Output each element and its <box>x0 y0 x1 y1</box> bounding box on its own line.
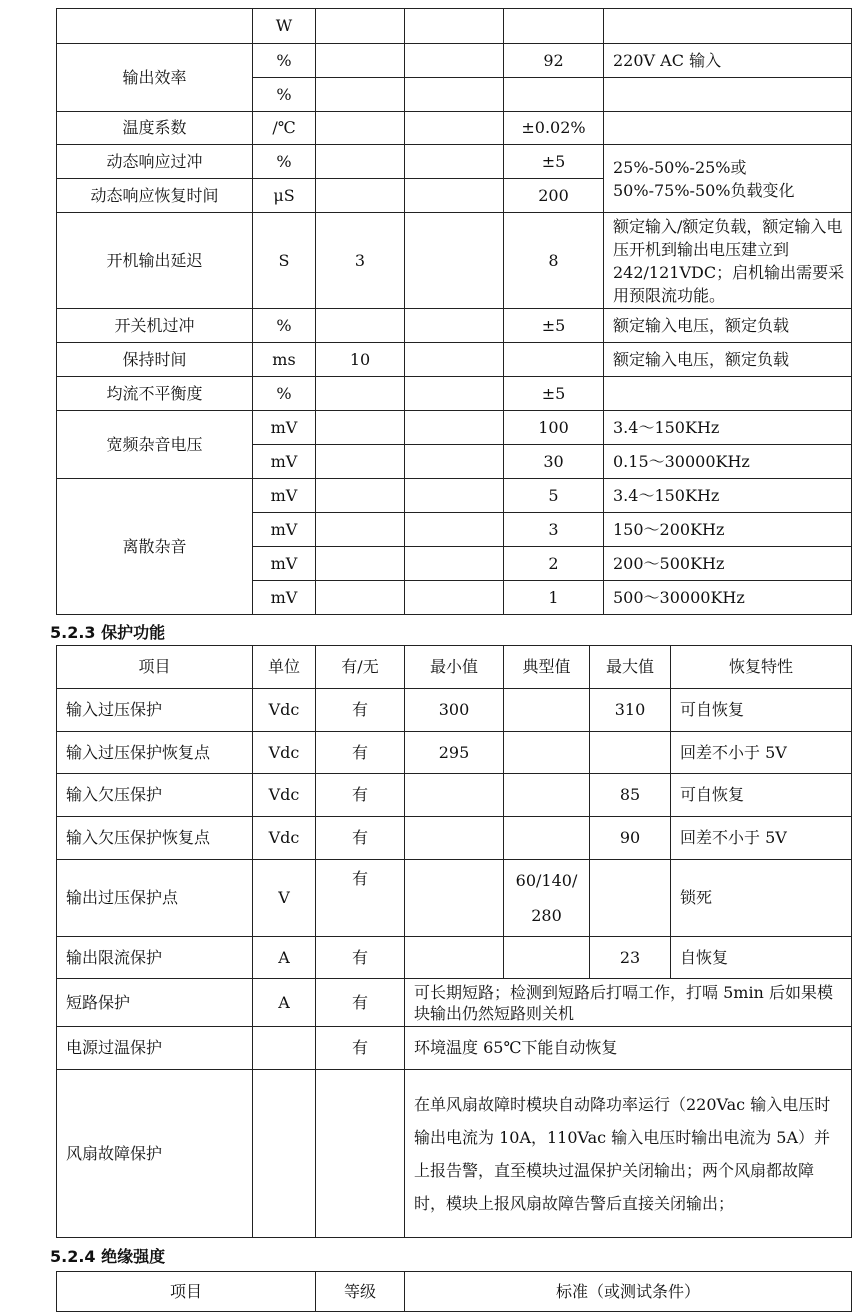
desc-cell: 可长期短路；检测到短路后打嗝工作，打嗝 5min 后如果模块输出仍然短路则关机 <box>405 979 852 1027</box>
section-heading-protection: 5.2.3 保护功能 <box>50 623 166 642</box>
recovery-cell: 自恢复 <box>671 937 852 979</box>
table-row <box>57 309 852 343</box>
output-spec-table <box>56 8 852 615</box>
table-row <box>57 9 852 44</box>
typ-cell <box>405 411 504 445</box>
note-cell: 额定输入/额定负载，额定输入电压开机到输出电压建立到 242/121VDC；启机输出需要采用预限流功能。 <box>604 213 852 309</box>
table-row <box>57 979 852 1027</box>
min-cell: 295 <box>405 732 504 774</box>
table-header-row <box>57 646 852 689</box>
item-cell: 输入过压保护恢复点 <box>57 732 253 774</box>
item-cell: 离散杂音 <box>57 479 253 615</box>
max-cell: 23 <box>590 937 671 979</box>
unit-cell: Vdc <box>253 817 316 860</box>
header-level: 等级 <box>316 1272 405 1312</box>
unit-cell: A <box>253 937 316 979</box>
note-cell: 额定输入电压，额定负载 <box>604 343 852 377</box>
recovery-cell: 锁死 <box>671 860 852 937</box>
min-cell <box>316 479 405 513</box>
header-standard: 标准（或测试条件） <box>405 1272 852 1312</box>
item-cell: 开关机过冲 <box>57 309 253 343</box>
table-row <box>57 145 852 179</box>
item-cell: 输入过压保护 <box>57 689 253 732</box>
item-cell <box>57 9 253 44</box>
unit-cell: mV <box>253 581 316 615</box>
has-cell: 有 <box>316 774 405 817</box>
unit-cell <box>253 1070 316 1238</box>
item-cell: 宽频杂音电压 <box>57 411 253 479</box>
unit-cell: Vdc <box>253 732 316 774</box>
item-cell: 输入欠压保护 <box>57 774 253 817</box>
table-row <box>57 860 852 937</box>
desc-cell: 在单风扇故障时模块自动降功率运行（220Vac 输入电压时输出电流为 10A，110Vac 输入电压时输出电流为 5A）并上报告警，直至模块过温保护关闭输出；两个风扇都故障时，模块上报风扇故障告警后直接关闭输出； <box>405 1070 852 1238</box>
max-cell: 8 <box>504 213 604 309</box>
typ-cell: 60/140/ 280 <box>504 860 590 937</box>
table-row <box>57 774 852 817</box>
table-row <box>57 937 852 979</box>
item-cell: 输出效率 <box>57 44 253 112</box>
unit-cell: % <box>253 377 316 411</box>
typ-cell <box>504 732 590 774</box>
table-row <box>57 411 852 445</box>
note-cell: 3.4～150KHz <box>604 479 852 513</box>
note-cell: 0.15～30000KHz <box>604 445 852 479</box>
typ-cell <box>504 774 590 817</box>
note-cell: 500～30000KHz <box>604 581 852 615</box>
has-cell: 有 <box>316 937 405 979</box>
typ-cell <box>405 513 504 547</box>
unit-cell <box>253 1027 316 1070</box>
note-cell <box>604 112 852 145</box>
min-cell <box>316 309 405 343</box>
typ-cell <box>405 78 504 112</box>
max-cell: 310 <box>590 689 671 732</box>
typ-cell <box>405 581 504 615</box>
typ-cell <box>405 9 504 44</box>
section-heading-insulation: 5.2.4 绝缘强度 <box>50 1247 166 1266</box>
note-cell <box>604 377 852 411</box>
typ-cell <box>405 343 504 377</box>
max-cell: 92 <box>504 44 604 78</box>
min-cell <box>316 513 405 547</box>
recovery-cell: 回差不小于 5V <box>671 817 852 860</box>
min-cell <box>405 937 504 979</box>
max-cell: 100 <box>504 411 604 445</box>
unit-cell: V <box>253 860 316 937</box>
min-cell <box>316 44 405 78</box>
typ-cell <box>504 689 590 732</box>
item-cell: 动态响应恢复时间 <box>57 179 253 213</box>
typ-cell <box>405 213 504 309</box>
max-cell: 3 <box>504 513 604 547</box>
typ-cell <box>405 112 504 145</box>
min-cell <box>316 377 405 411</box>
unit-cell: Vdc <box>253 774 316 817</box>
unit-cell: % <box>253 309 316 343</box>
has-cell: 有 <box>316 689 405 732</box>
min-cell <box>316 145 405 179</box>
note-cell: 150～200KHz <box>604 513 852 547</box>
item-cell: 输出过压保护点 <box>57 860 253 937</box>
max-cell: 30 <box>504 445 604 479</box>
table-row <box>57 1027 852 1070</box>
min-cell <box>316 112 405 145</box>
table-row <box>57 817 852 860</box>
max-cell: 200 <box>504 179 604 213</box>
note-cell: 额定输入电压，额定负载 <box>604 309 852 343</box>
max-cell <box>590 860 671 937</box>
item-cell: 开机输出延迟 <box>57 213 253 309</box>
table-row <box>57 377 852 411</box>
unit-cell: W <box>253 9 316 44</box>
max-cell <box>504 9 604 44</box>
typ-cell <box>405 377 504 411</box>
has-cell: 有 <box>316 1027 405 1070</box>
note-cell <box>604 9 852 44</box>
min-cell <box>405 774 504 817</box>
note-cell: 200～500KHz <box>604 547 852 581</box>
max-cell: ±0.02% <box>504 112 604 145</box>
min-cell: 10 <box>316 343 405 377</box>
max-cell: 2 <box>504 547 604 581</box>
item-cell: 电源过温保护 <box>57 1027 253 1070</box>
min-cell: 3 <box>316 213 405 309</box>
note-cell: 220V AC 输入 <box>604 44 852 78</box>
unit-cell: mV <box>253 513 316 547</box>
unit-cell: % <box>253 44 316 78</box>
table-header-row <box>57 1272 852 1312</box>
typ-cell <box>405 145 504 179</box>
recovery-cell: 回差不小于 5V <box>671 732 852 774</box>
item-cell: 短路保护 <box>57 979 253 1027</box>
min-cell: 300 <box>405 689 504 732</box>
header-recovery: 恢复特性 <box>671 646 852 689</box>
unit-cell: ms <box>253 343 316 377</box>
min-cell <box>316 9 405 44</box>
item-cell: 动态响应过冲 <box>57 145 253 179</box>
table-row <box>57 213 852 309</box>
min-cell <box>316 411 405 445</box>
max-cell: 5 <box>504 479 604 513</box>
recovery-cell: 可自恢复 <box>671 689 852 732</box>
unit-cell: μS <box>253 179 316 213</box>
typ-cell <box>405 547 504 581</box>
max-cell: 90 <box>590 817 671 860</box>
max-cell <box>590 732 671 774</box>
unit-cell: S <box>253 213 316 309</box>
header-min: 最小值 <box>405 646 504 689</box>
has-cell: 有 <box>316 732 405 774</box>
typ-cell <box>504 817 590 860</box>
unit-cell: % <box>253 78 316 112</box>
unit-cell: mV <box>253 547 316 581</box>
table-row <box>57 44 852 78</box>
unit-cell: mV <box>253 411 316 445</box>
unit-cell: mV <box>253 445 316 479</box>
min-cell <box>405 860 504 937</box>
unit-cell: Vdc <box>253 689 316 732</box>
note-cell: 25%-50%-25%或 50%-75%-50%负载变化 <box>604 145 852 213</box>
table-row <box>57 689 852 732</box>
max-cell <box>504 78 604 112</box>
item-cell: 保持时间 <box>57 343 253 377</box>
table-row <box>57 1070 852 1238</box>
typ-cell <box>504 937 590 979</box>
item-cell: 均流不平衡度 <box>57 377 253 411</box>
header-unit: 单位 <box>253 646 316 689</box>
max-cell <box>504 343 604 377</box>
unit-cell: /℃ <box>253 112 316 145</box>
typ-cell <box>405 44 504 78</box>
min-cell <box>316 445 405 479</box>
header-item: 项目 <box>57 1272 316 1312</box>
item-cell: 风扇故障保护 <box>57 1070 253 1238</box>
has-cell: 有 <box>316 860 405 937</box>
min-cell <box>316 581 405 615</box>
has-cell: 有 <box>316 817 405 860</box>
max-cell: 85 <box>590 774 671 817</box>
typ-cell <box>405 479 504 513</box>
max-cell: ±5 <box>504 377 604 411</box>
note-cell <box>604 78 852 112</box>
table-row <box>57 112 852 145</box>
table-row <box>57 479 852 513</box>
item-cell: 输入欠压保护恢复点 <box>57 817 253 860</box>
max-cell: 1 <box>504 581 604 615</box>
max-cell: ±5 <box>504 145 604 179</box>
header-has: 有/无 <box>316 646 405 689</box>
desc-cell: 环境温度 65℃下能自动恢复 <box>405 1027 852 1070</box>
header-typ: 典型值 <box>504 646 590 689</box>
unit-cell: mV <box>253 479 316 513</box>
note-cell: 3.4～150KHz <box>604 411 852 445</box>
recovery-cell: 可自恢复 <box>671 774 852 817</box>
unit-cell: % <box>253 145 316 179</box>
header-item: 项目 <box>57 646 253 689</box>
has-cell: 有 <box>316 979 405 1027</box>
item-cell: 温度系数 <box>57 112 253 145</box>
protection-table <box>56 645 852 1238</box>
typ-cell <box>405 309 504 343</box>
insulation-table <box>56 1271 852 1312</box>
table-row <box>57 732 852 774</box>
min-cell <box>316 547 405 581</box>
min-cell <box>316 78 405 112</box>
max-cell: ±5 <box>504 309 604 343</box>
typ-cell <box>405 179 504 213</box>
has-cell <box>316 1070 405 1238</box>
min-cell <box>405 817 504 860</box>
item-cell: 输出限流保护 <box>57 937 253 979</box>
header-max: 最大值 <box>590 646 671 689</box>
unit-cell: A <box>253 979 316 1027</box>
min-cell <box>316 179 405 213</box>
typ-cell <box>405 445 504 479</box>
table-row <box>57 343 852 377</box>
